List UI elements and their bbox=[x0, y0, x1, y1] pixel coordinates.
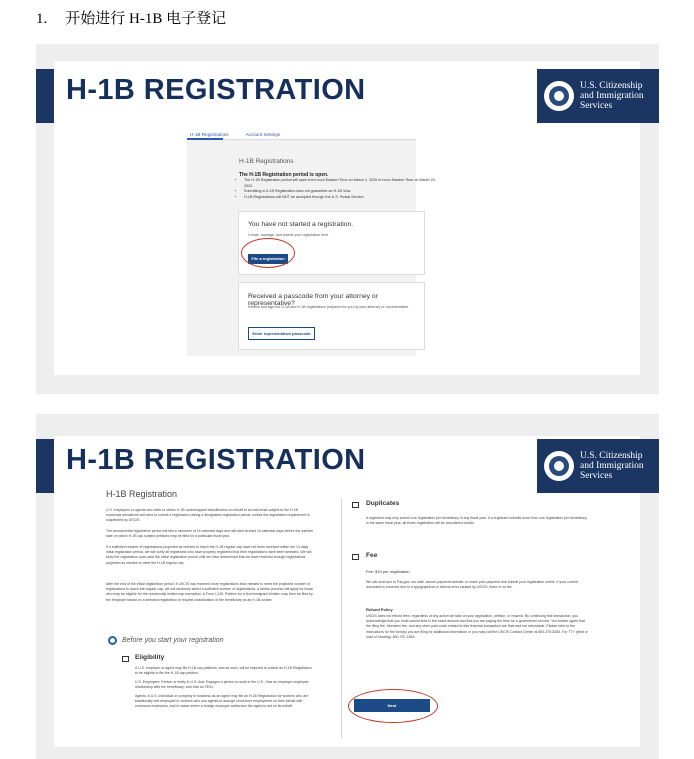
before-you-start-row bbox=[108, 636, 224, 645]
bullet-item: • H-1B Registrations will NOT be accepted through the U.S. Postal Service. bbox=[244, 195, 436, 201]
page-title: H-1B Registration bbox=[106, 489, 178, 499]
screenshot-registration-overview bbox=[36, 414, 659, 759]
bullet-item: • Submitting a H-1B Registration does not guarantee an H-1B Visa. bbox=[244, 189, 436, 195]
agency-line-2: and Immigration bbox=[580, 91, 644, 101]
fee-text: We will send you to Pay.gov, our safe, secure payment website, to make your payment and submit your registration online. If your current document is incorrect due to a typographical or clerical error caused by USCIS, there is no fee. bbox=[366, 580, 579, 590]
agency-name bbox=[580, 81, 644, 111]
intro-paragraph: If a sufficient number of registrations projected as needed to reach the H-1B regular cap have not been received within the 14 days initial registration period, we will notify all registrants who have properly registered that their registrations have been selected. We will keep the registration open past the initial registration period until we have determined that we have received enough registrations projected as needed to meet the H-1B regular cap. bbox=[106, 545, 312, 565]
fee-heading: Fee bbox=[366, 552, 378, 559]
intro-paragraph: After the end of the initial registration period, if USCIS has received more registrations than needed to meet the projected number of registrations to reach the regular cap, we will randomly select a sufficient number of registrations. A similar process will apply for those who may be eligible for the numerically limited cap exemption. A Form I-129, Petition for a Nonimmigrant Worker, may then be filed by the employer based on a selected registration to request classification of the beneficiary as an H-1B worker. bbox=[106, 582, 314, 602]
bullet-item: • The H-1B Registration period will open from noon Eastern Time on March 1, 2020 to noon Eastern Time on March 20, 2020. bbox=[244, 178, 436, 189]
agency-name bbox=[580, 451, 644, 481]
representative-passcode-card bbox=[238, 282, 425, 350]
info-circle-icon bbox=[108, 636, 117, 645]
fee-amount: Fee: $10 per registration bbox=[366, 569, 410, 574]
section-title: H-1B Registrations bbox=[239, 158, 294, 165]
uscis-logo-block bbox=[537, 69, 659, 123]
enter-passcode-button[interactable]: Enter representative passcode bbox=[248, 327, 315, 340]
refund-policy-heading: Refund Policy bbox=[366, 607, 393, 612]
duplicates-heading: Duplicates bbox=[366, 500, 400, 507]
banner-title: H-1B REGISTRATION bbox=[66, 74, 366, 106]
period-open-notice: The H-1B Registration period is open. bbox=[239, 172, 329, 178]
dhs-seal-icon bbox=[544, 451, 574, 481]
highlight-circle bbox=[241, 238, 295, 268]
agency-line-1: U.S. Citizenship bbox=[580, 451, 643, 461]
intro-paragraph: U.S. employers or agents who seek to obtain H-1B nonimmigrant classification on behalf of an individual subject to the H-1B numerical allocations will need to submit a registration during a designated registration period, unless the registration requirement is suspended by USCIS. bbox=[106, 508, 310, 523]
tab-h1b-registrations[interactable]: H-1B Registrations bbox=[190, 132, 229, 137]
card-title: You have not started a registration. bbox=[248, 221, 354, 228]
duplicate-copy-icon bbox=[352, 502, 359, 508]
active-tab-indicator bbox=[187, 138, 223, 140]
refund-policy-text: USCIS does not refund fees, regardless of any action we take on your application, petition, or request. By continuing this transaction, you acknowledge that you must submit fees in the exact amount and that you are paying the fees for a government service. You further agree that the filing fee, biometric fee, and any other paid costs related to this financial transaction are final and not refundable. Please refer to the Instructions for the form(s) you are filing for additional information or you may call the USCIS Contact Center at 800-375-5283. For TTY (deaf or hard of hearing): 800-767-1833. bbox=[366, 614, 588, 639]
card-text: Create, manage, and submit your registration here. bbox=[248, 233, 330, 237]
agency-line-3: Services bbox=[580, 471, 613, 481]
id-card-icon bbox=[122, 656, 129, 662]
tab-account-settings[interactable]: Account Settings bbox=[245, 132, 281, 137]
duplicates-text: A registrant may only submit one registration per beneficiary in any fiscal year. If a registrant submits more than one registration per beneficiary in the same fiscal year, all those registration will be considered invalid. bbox=[366, 516, 587, 526]
agency-line-1: U.S. Citizenship bbox=[580, 81, 643, 91]
banner-accent-bar bbox=[36, 69, 54, 123]
column-divider bbox=[341, 498, 342, 738]
banner-title: H-1B REGISTRATION bbox=[66, 444, 366, 476]
file-registration-button[interactable]: File a registration bbox=[248, 254, 288, 264]
period-bullets bbox=[239, 178, 436, 200]
card-title: Received a passcode from your attorney or representative? bbox=[248, 293, 378, 307]
dhs-seal-icon bbox=[544, 81, 574, 111]
highlight-circle bbox=[348, 689, 438, 723]
uscis-logo-block bbox=[537, 439, 659, 493]
step-number: 1. bbox=[36, 11, 48, 27]
eligibility-paragraph: Agents: A U.S. individual or company in business as an agent may file an H-1B Registration for workers who are traditionally self-employed or workers who use agents to arrange short-term employment on their behalf with numerous employers, and in cases where a foreign employer authorizes the agent to act on its behalf. bbox=[135, 694, 309, 709]
before-you-start-heading: Before you start your registration bbox=[122, 637, 224, 644]
tab-bar bbox=[190, 132, 296, 137]
money-bill-icon bbox=[352, 554, 359, 560]
agency-line-3: Services bbox=[580, 101, 613, 111]
card-text: Review and sign the G-28 and H-1B registrations prepared for you by your attorney or representative. bbox=[248, 305, 410, 309]
agency-line-2: and Immigration bbox=[580, 461, 644, 471]
step-text: 开始进行 H-1B 电子登记 bbox=[65, 11, 227, 27]
next-button[interactable]: Next bbox=[354, 699, 430, 712]
eligibility-heading: Eligibility bbox=[135, 654, 165, 661]
intro-paragraph: The annual initial registration period will last a minimum of 14 calendar days and will start at least 14 calendar days before the earliest date on which H-1B cap subject petitions may be filed for a particular fiscal year. bbox=[106, 529, 313, 539]
banner-accent-bar bbox=[36, 439, 54, 493]
step-heading bbox=[36, 7, 226, 28]
start-registration-card bbox=[238, 211, 425, 275]
eligibility-paragraph: A U.S. employer or agent may file H-1B cap petitions, and as such, will be required to submit an H-1B Registration to be eligible to file the H-1B cap petition. bbox=[135, 666, 312, 676]
screenshot-registrations-home bbox=[36, 44, 659, 394]
eligibility-paragraph: U.S. Employers: Person or entity in U.S. that: Engages a person to work in the U.S.; Has an employer-employee relationship with the beneficiary; and Has an FEIN. bbox=[135, 680, 309, 690]
